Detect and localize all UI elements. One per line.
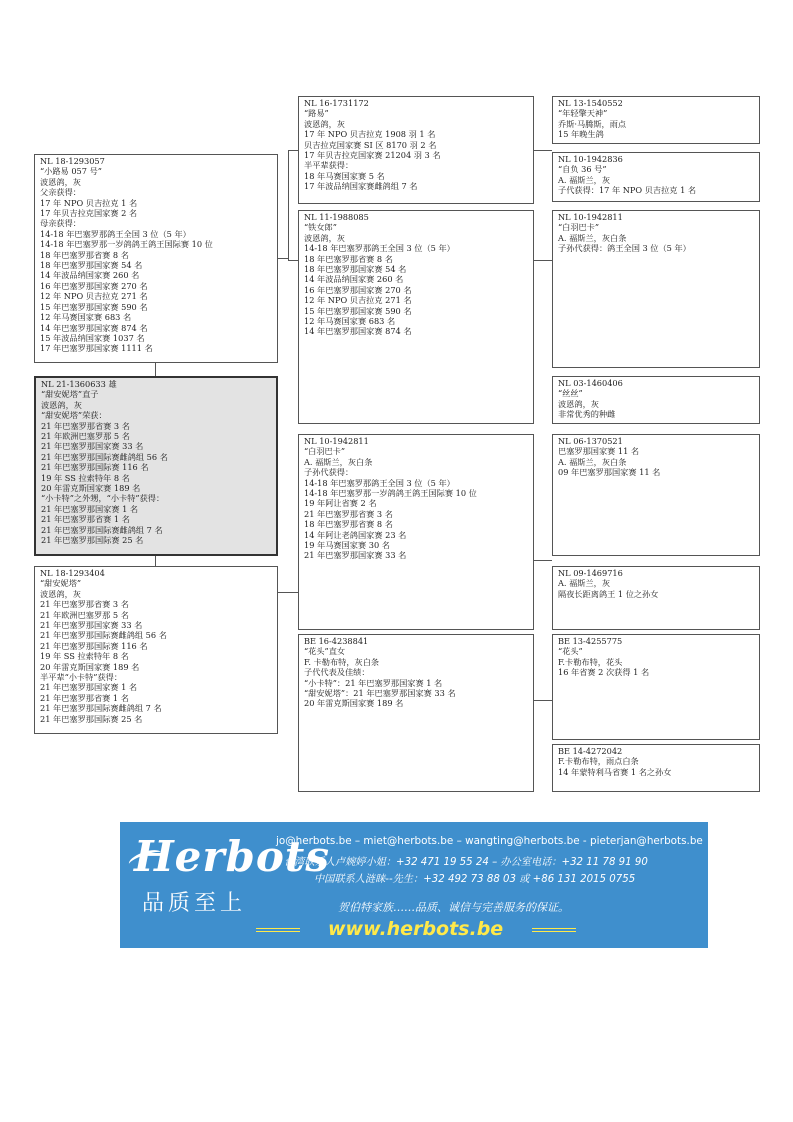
pedigree-line: 21 年巴塞罗那国际赛 25 名 [40, 713, 143, 724]
ring-number: BE 14-4272042 [558, 746, 623, 756]
pedigree-line: 18 年巴塞罗那省赛 8 名 [304, 253, 393, 264]
pedigree-line: 20 年雷克斯国家赛 189 名 [40, 661, 140, 672]
pedigree-line: A. 福斯兰，灰白条 [304, 456, 373, 467]
connector-to-sire-dam [288, 260, 298, 261]
pedigree-line: 21 年巴塞罗那国际赛雌鸽组 7 名 [40, 703, 162, 714]
pedigree-line: 16 年巴塞罗那国家赛 270 名 [40, 280, 148, 291]
pedigree-line: “花头” [558, 646, 583, 657]
pedigree-line: “花头”直女 [304, 646, 346, 657]
pedigree-line: 21 年巴塞罗那国家赛 1 名 [41, 503, 139, 514]
herbots-logo: Herbots [134, 832, 330, 881]
pedigree-line: 波恩鸽，灰 [558, 398, 599, 409]
ring-number: NL 03-1460406 [558, 378, 623, 388]
pedigree-line: “路易” [304, 108, 329, 119]
pedigree-line: 14 年阿让老鸽国家赛 23 名 [304, 529, 407, 540]
pedigree-line: “丝丝” [558, 388, 583, 399]
pedigree-line: 12 年 NPO 贝吉拉克 271 名 [40, 291, 148, 302]
ring-number: NL 09-1469716 [558, 568, 623, 578]
pedigree-line: 21 年巴塞罗那国家赛 33 名 [40, 620, 143, 631]
pedigree-line: 12 年马赛国家赛 683 名 [304, 316, 396, 327]
pedigree-line: 21 年欧洲巴塞罗那 5 名 [40, 609, 129, 620]
ss-dam-box [552, 152, 760, 202]
dd-sire-box [552, 634, 760, 740]
contact-emails[interactable]: jo@herbots.be – miet@herbots.be – wangting@herbots.be - pieterjan@herbots.be [276, 835, 703, 847]
pedigree-line: 17 年 NPO 贝吉拉克 1 名 [40, 197, 138, 208]
ring-number: NL 10-1942811 [558, 212, 623, 222]
pedigree-line: 14 年波品纳国家赛 260 名 [304, 274, 404, 285]
pedigree-line: 16 年巴塞罗那国家赛 270 名 [304, 284, 412, 295]
slogan: 品质至上 [142, 891, 247, 916]
pedigree-line: 18 年巴塞罗那国家赛 54 名 [40, 260, 143, 271]
pedigree-line: 15 年波品纳国家赛 1037 名 [40, 332, 145, 343]
ss-sire-box [552, 96, 760, 144]
pedigree-line: 半平辈“小卡特”获得： [40, 672, 123, 683]
pedigree-line: 14 年蒙特利马省赛 1 名之孙女 [558, 766, 672, 777]
pedigree-line: 19 年马赛国家赛 30 名 [304, 540, 390, 551]
pedigree-line: 17 年 NPO 贝吉拉克 1908 羽 1 名 [304, 129, 436, 140]
pedigree-line: 19 年阿让省赛 2 名 [304, 498, 377, 509]
pedigree-line: “小卡特”：21 年巴塞罗那国家赛 1 名 [304, 677, 443, 688]
pedigree-line: “年轻擎天神” [558, 108, 608, 119]
pedigree-line: 14 年巴塞罗那国家赛 874 名 [40, 322, 148, 333]
pedigree-line: 14-18 年巴塞罗那一岁鸽鸽王鸽王国际赛 10 位 [40, 239, 213, 250]
pedigree-line: A. 福斯兰，灰 [558, 174, 611, 185]
ring-number: NL 10-1942811 [304, 436, 369, 446]
ring-number: NL 10-1942836 [558, 154, 623, 164]
pedigree-line: 21 年巴塞罗那国际赛 116 名 [41, 462, 149, 473]
connector-to-ss-pair [534, 150, 552, 151]
connector-dam-grandparents [278, 592, 298, 593]
pedigree-line: 波恩鸽，灰 [40, 176, 81, 187]
pedigree-line: “甜安妮塔”：21 年巴塞罗那国家赛 33 名 [304, 688, 456, 699]
ring-number: NL 18-1293057 [40, 156, 105, 166]
pedigree-line: 17 年贝吉拉克国家赛 21204 羽 3 名 [304, 150, 441, 161]
pedigree-line: “白羽巴卡” [304, 446, 346, 457]
pedigree-line: 18 年巴塞罗那国家赛 54 名 [304, 264, 407, 275]
pedigree-line: 21 年欧洲巴塞罗那 5 名 [41, 431, 130, 442]
sd-sire-box [552, 210, 760, 368]
sire-dam-box [298, 210, 534, 424]
pedigree-line: 子代代表及佳绩： [304, 667, 370, 678]
pedigree-line: 半平辈获得： [304, 160, 354, 171]
pedigree-line: 波恩鸽，灰 [304, 232, 345, 243]
decor-line-right [532, 928, 576, 932]
ring-number: NL 21-1360633 雄 [41, 379, 117, 389]
pedigree-line: 14-18 年巴塞罗那鸽王全国 3 位（5 年） [304, 243, 455, 254]
pedigree-line: 非常优秀的种雌 [558, 409, 616, 420]
connector-to-dd-pair [534, 700, 552, 701]
pedigree-line: 21 年巴塞罗那国际赛 25 名 [41, 535, 144, 546]
connector-sire-subject [155, 362, 156, 377]
pedigree-line: 21 年巴塞罗那国家赛 1 名 [40, 682, 138, 693]
pedigree-line: 贝吉拉克国家赛 SI 区 8170 羽 2 名 [304, 139, 437, 150]
pedigree-line: 14-18 年巴塞罗那鸽王全国 3 位（5 年） [40, 228, 191, 239]
pedigree-line: 21 年巴塞罗那国际赛雌鸽组 7 名 [41, 524, 163, 535]
pedigree-line: F.卡勒布特，花头 [558, 656, 623, 667]
connector-to-sd-pair [534, 260, 552, 261]
pedigree-line: 18 年马赛国家赛 5 名 [304, 170, 385, 181]
ring-number: NL 11-1988085 [304, 212, 369, 222]
sire-box [34, 154, 278, 363]
pedigree-line: 父亲获得： [40, 187, 81, 198]
pedigree-line: 波恩鸽，灰 [304, 118, 345, 129]
pedigree-line: 17 年贝吉拉克国家赛 2 名 [40, 208, 138, 219]
sire-sire-box [298, 96, 534, 204]
pedigree-line: F. 卡勒布特，灰白条 [304, 656, 380, 667]
pedigree-line: 21 年巴塞罗那省赛 3 名 [40, 599, 129, 610]
subject-box [34, 376, 278, 556]
pedigree-line: “铁女郎” [304, 222, 337, 233]
sd-dam-box [552, 376, 760, 424]
pedigree-line: 21 年巴塞罗那省赛 1 名 [40, 692, 129, 703]
connector-to-sire-sire [288, 150, 298, 151]
pedigree-line: 18 年巴塞罗那省赛 8 名 [304, 519, 393, 530]
pedigree-line: A. 福斯兰，灰 [558, 578, 611, 589]
pedigree-line: 15 年晚生鸽 [558, 129, 604, 140]
pedigree-line: 14 年巴塞罗那国家赛 874 名 [304, 326, 412, 337]
ring-number: BE 13-4255775 [558, 636, 623, 646]
connector-to-ds-pair [534, 560, 552, 561]
ds-sire-box [552, 434, 760, 556]
dam-box [34, 566, 278, 734]
dam-dam-box [298, 634, 534, 792]
dam-sire-box [298, 434, 534, 630]
pedigree-line: 21 年巴塞罗那省赛 3 名 [304, 508, 393, 519]
pedigree-line: 子孙代获得：鸽王全国 3 位（5 年） [558, 243, 691, 254]
pedigree-line: “小卡特”之外甥，“小卡特”获得： [41, 493, 165, 504]
pedigree-line: 19 年 SS 拉索特年 8 名 [40, 651, 129, 662]
pedigree-line: A. 福斯兰，灰白条 [558, 232, 627, 243]
pedigree-line: 19 年 SS 拉索特年 8 名 [41, 472, 130, 483]
pedigree-line: 12 年马赛国家赛 683 名 [40, 312, 132, 323]
pedigree-line: 16 年省赛 2 次获得 1 名 [558, 667, 650, 678]
pedigree-line: 17 年波品纳国家赛雌鸽组 7 名 [304, 181, 418, 192]
ring-number: NL 18-1293404 [40, 568, 105, 578]
ds-dam-box [552, 566, 760, 630]
ring-number: NL 16-1731172 [304, 98, 369, 108]
decor-line-left [256, 928, 300, 932]
pedigree-line: 20 年雷克斯国家赛 189 名 [41, 483, 141, 494]
pedigree-line: 20 年雷克斯国家赛 189 名 [304, 698, 404, 709]
pedigree-line: “自负 36 号” [558, 164, 607, 175]
pedigree-line: 09 年巴塞罗那国家赛 11 名 [558, 467, 661, 478]
pedigree-line: A. 福斯兰，灰白条 [558, 456, 627, 467]
contact-china: 中国联系人涟睐--先生：+32 492 73 88 03 或 +86 131 2015 0755 [314, 874, 636, 885]
pedigree-line: F.卡勒布特，雨点白条 [558, 756, 639, 767]
pedigree-line: “小路易 057 号” [40, 166, 102, 177]
pedigree-line: 21 年巴塞罗那国家赛 33 名 [41, 441, 144, 452]
pedigree-line: 18 年巴塞罗那省赛 8 名 [40, 249, 129, 260]
pedigree-line: “甜安妮塔”直子 [41, 389, 99, 400]
pedigree-line: 15 年巴塞罗那国家赛 590 名 [304, 305, 412, 316]
pedigree-line: 17 年巴塞罗那国家赛 1111 名 [40, 343, 153, 354]
pedigree-line: 14-18 年巴塞罗那一岁鸽鸽王鸽王国际赛 10 位 [304, 488, 477, 499]
pedigree-line: “白羽巴卡” [558, 222, 600, 233]
pedigree-line: “甜安妮塔”荣获： [41, 410, 107, 421]
pedigree-line: 21 年巴塞罗那国际赛雌鸽组 56 名 [40, 630, 167, 641]
pedigree-line: 波恩鸽，灰 [41, 399, 82, 410]
dd-dam-box [552, 744, 760, 792]
ring-number: NL 13-1540552 [558, 98, 623, 108]
connector-sire-grandparents [278, 258, 288, 259]
connector-sire-grandparents-vertical [288, 150, 289, 260]
promise-text: 贺伯特家族……品质、诚信与完善服务的保证。 [338, 901, 569, 914]
pedigree-line: 14-18 年巴塞罗那鸽王全国 3 位（5 年） [304, 477, 455, 488]
contact-taiwan: 台湾联系人卢婉婷小姐：+32 471 19 55 24 – 办公室电话：+32 11 78 91 90 [284, 857, 648, 868]
pedigree-line: 21 年巴塞罗那国家赛 33 名 [304, 550, 407, 561]
pedigree-line: “甜安妮塔” [40, 578, 82, 589]
pedigree-line: 21 年巴塞罗那国际赛 116 名 [40, 640, 148, 651]
herbots-banner [120, 822, 708, 948]
pedigree-line: 21 年巴塞罗那国际赛雌鸽组 56 名 [41, 451, 168, 462]
pedigree-line: 母亲获得： [40, 218, 81, 229]
ring-number: BE 16-4238841 [304, 636, 369, 646]
pedigree-line: 隔夜长距离鸽王 1 位之孙女 [558, 588, 659, 599]
pedigree-line: 乔斯·马腾斯，雨点 [558, 118, 627, 129]
pedigree-line: 子孙代获得： [304, 467, 354, 478]
ring-number: NL 06-1370521 [558, 436, 623, 446]
pedigree-line: 巴塞罗那国家赛 11 名 [558, 446, 640, 457]
pedigree-line: 波恩鸽，灰 [40, 588, 81, 599]
website-link[interactable]: www.herbots.be [328, 918, 504, 940]
pedigree-line: 14 年波品纳国家赛 260 名 [40, 270, 140, 281]
pedigree-line: 21 年巴塞罗那省赛 3 名 [41, 420, 130, 431]
pedigree-line: 15 年巴塞罗那国家赛 590 名 [40, 301, 148, 312]
pedigree-line: 12 年 NPO 贝吉拉克 271 名 [304, 295, 412, 306]
pedigree-line: 21 年巴塞罗那省赛 1 名 [41, 514, 130, 525]
pedigree-line: 子代获得：17 年 NPO 贝吉拉克 1 名 [558, 185, 697, 196]
